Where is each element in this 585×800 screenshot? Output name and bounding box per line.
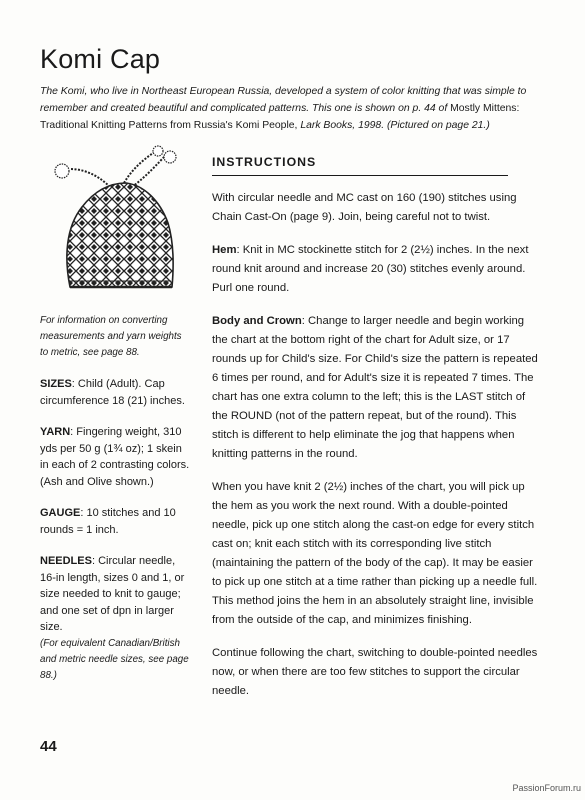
instructions-heading: INSTRUCTIONS xyxy=(212,153,508,176)
yarn-text: : Fingering weight, 310 yds per 50 g (1¾ oz); 1 skein in each of 2 contrasting colors. (Ash and Olive shown.) xyxy=(40,426,190,488)
intro-text-2: Lark Books, 1998. (Pictured on page 21.) xyxy=(297,120,490,131)
watermark: PassionForum.ru xyxy=(512,783,581,793)
intro-text-1: The Komi, who live in Northeast European Russia, developed a system of color knitting that was simple to remember and created beautiful and complicated patterns. This one is shown on p. 44 of xyxy=(40,86,527,114)
page-number: 44 xyxy=(40,738,57,755)
needles-block xyxy=(40,553,190,636)
gauge-block xyxy=(40,505,190,538)
knitted-cap-illustration xyxy=(40,145,190,295)
page-title: Komi Cap xyxy=(40,44,161,74)
sizes-block xyxy=(40,376,190,409)
gauge-label: GAUGE xyxy=(40,507,81,519)
intro-paragraph xyxy=(40,83,550,134)
instructions-section xyxy=(212,153,542,715)
body-crown-text: : Change to larger needle and begin working the chart at the bottom right of the chart for Adult size, or 17 rounds up for Child's size. For Child's size the pattern is repeated 6 times per round, and for Adult's size it is repeated 7 times. The chart has one extra column to the left; this is the LAST stitch of the ROUND (not of the pattern repeat, but of the round). This stitch is different to help eliminate the jog that happens when knitting patterns in the round. xyxy=(212,315,538,460)
sidebar xyxy=(40,313,190,699)
pick-up-hem-paragraph: When you have knit 2 (2½) inches of the chart, you will pick up the hem as you work the next round. With a double-pointed needle, pick up one stitch along the cast-on edge for every stitch cast on; knit each stitch with its corresponding live stitch (maintaining the pattern of the body of the cap). It may be easier to pick up one stitch at a time rather than picking up a needle full. This method joins the hem in an absolutely straight line, invisible from the outside of the cap, and minimizes finishing. xyxy=(212,481,538,626)
metric-note: For information on converting measurements and yarn weights to metric, see page 88. xyxy=(40,315,182,358)
cast-on-paragraph: With circular needle and MC cast on 160 (190) stitches using Chain Cast-On (page 9). Join, being careful not to twist. xyxy=(212,192,517,223)
needles-note: (For equivalent Canadian/British and metric needle sizes, see page 88.) xyxy=(40,637,189,681)
sizes-label: SIZES xyxy=(40,378,72,390)
hem-text: : Knit in MC stockinette stitch for 2 (2½) inches. In the next round knit around and increase 20 (30) stitches evenly around. Purl one round. xyxy=(212,244,529,294)
gauge-text: : 10 stitches and 10 rounds = 1 inch. xyxy=(40,507,176,536)
body-crown-paragraph xyxy=(212,312,542,464)
intro-book-title: Mostly Mittens: Traditional Knitting Patterns from Russia's Komi People, xyxy=(40,103,520,131)
body-crown-label: Body and Crown xyxy=(212,315,302,327)
hem-label: Hem xyxy=(212,244,237,256)
yarn-label: YARN xyxy=(40,426,71,438)
hem-paragraph xyxy=(212,241,542,298)
sizes-text: : Child (Adult). Cap circumference 18 (21) inches. xyxy=(40,378,185,407)
cap-drawing-icon xyxy=(40,145,190,295)
needles-label: NEEDLES xyxy=(40,555,92,567)
needles-text: : Circular needle, 16-in length, sizes 0 and 1, or size needed to knit to gauge; and one set of dpn in larger size. xyxy=(40,555,185,633)
continue-paragraph: Continue following the chart, switching to double-pointed needles now, or when there are too few stitches to support the circular needle. xyxy=(212,647,538,697)
yarn-block xyxy=(40,424,190,490)
